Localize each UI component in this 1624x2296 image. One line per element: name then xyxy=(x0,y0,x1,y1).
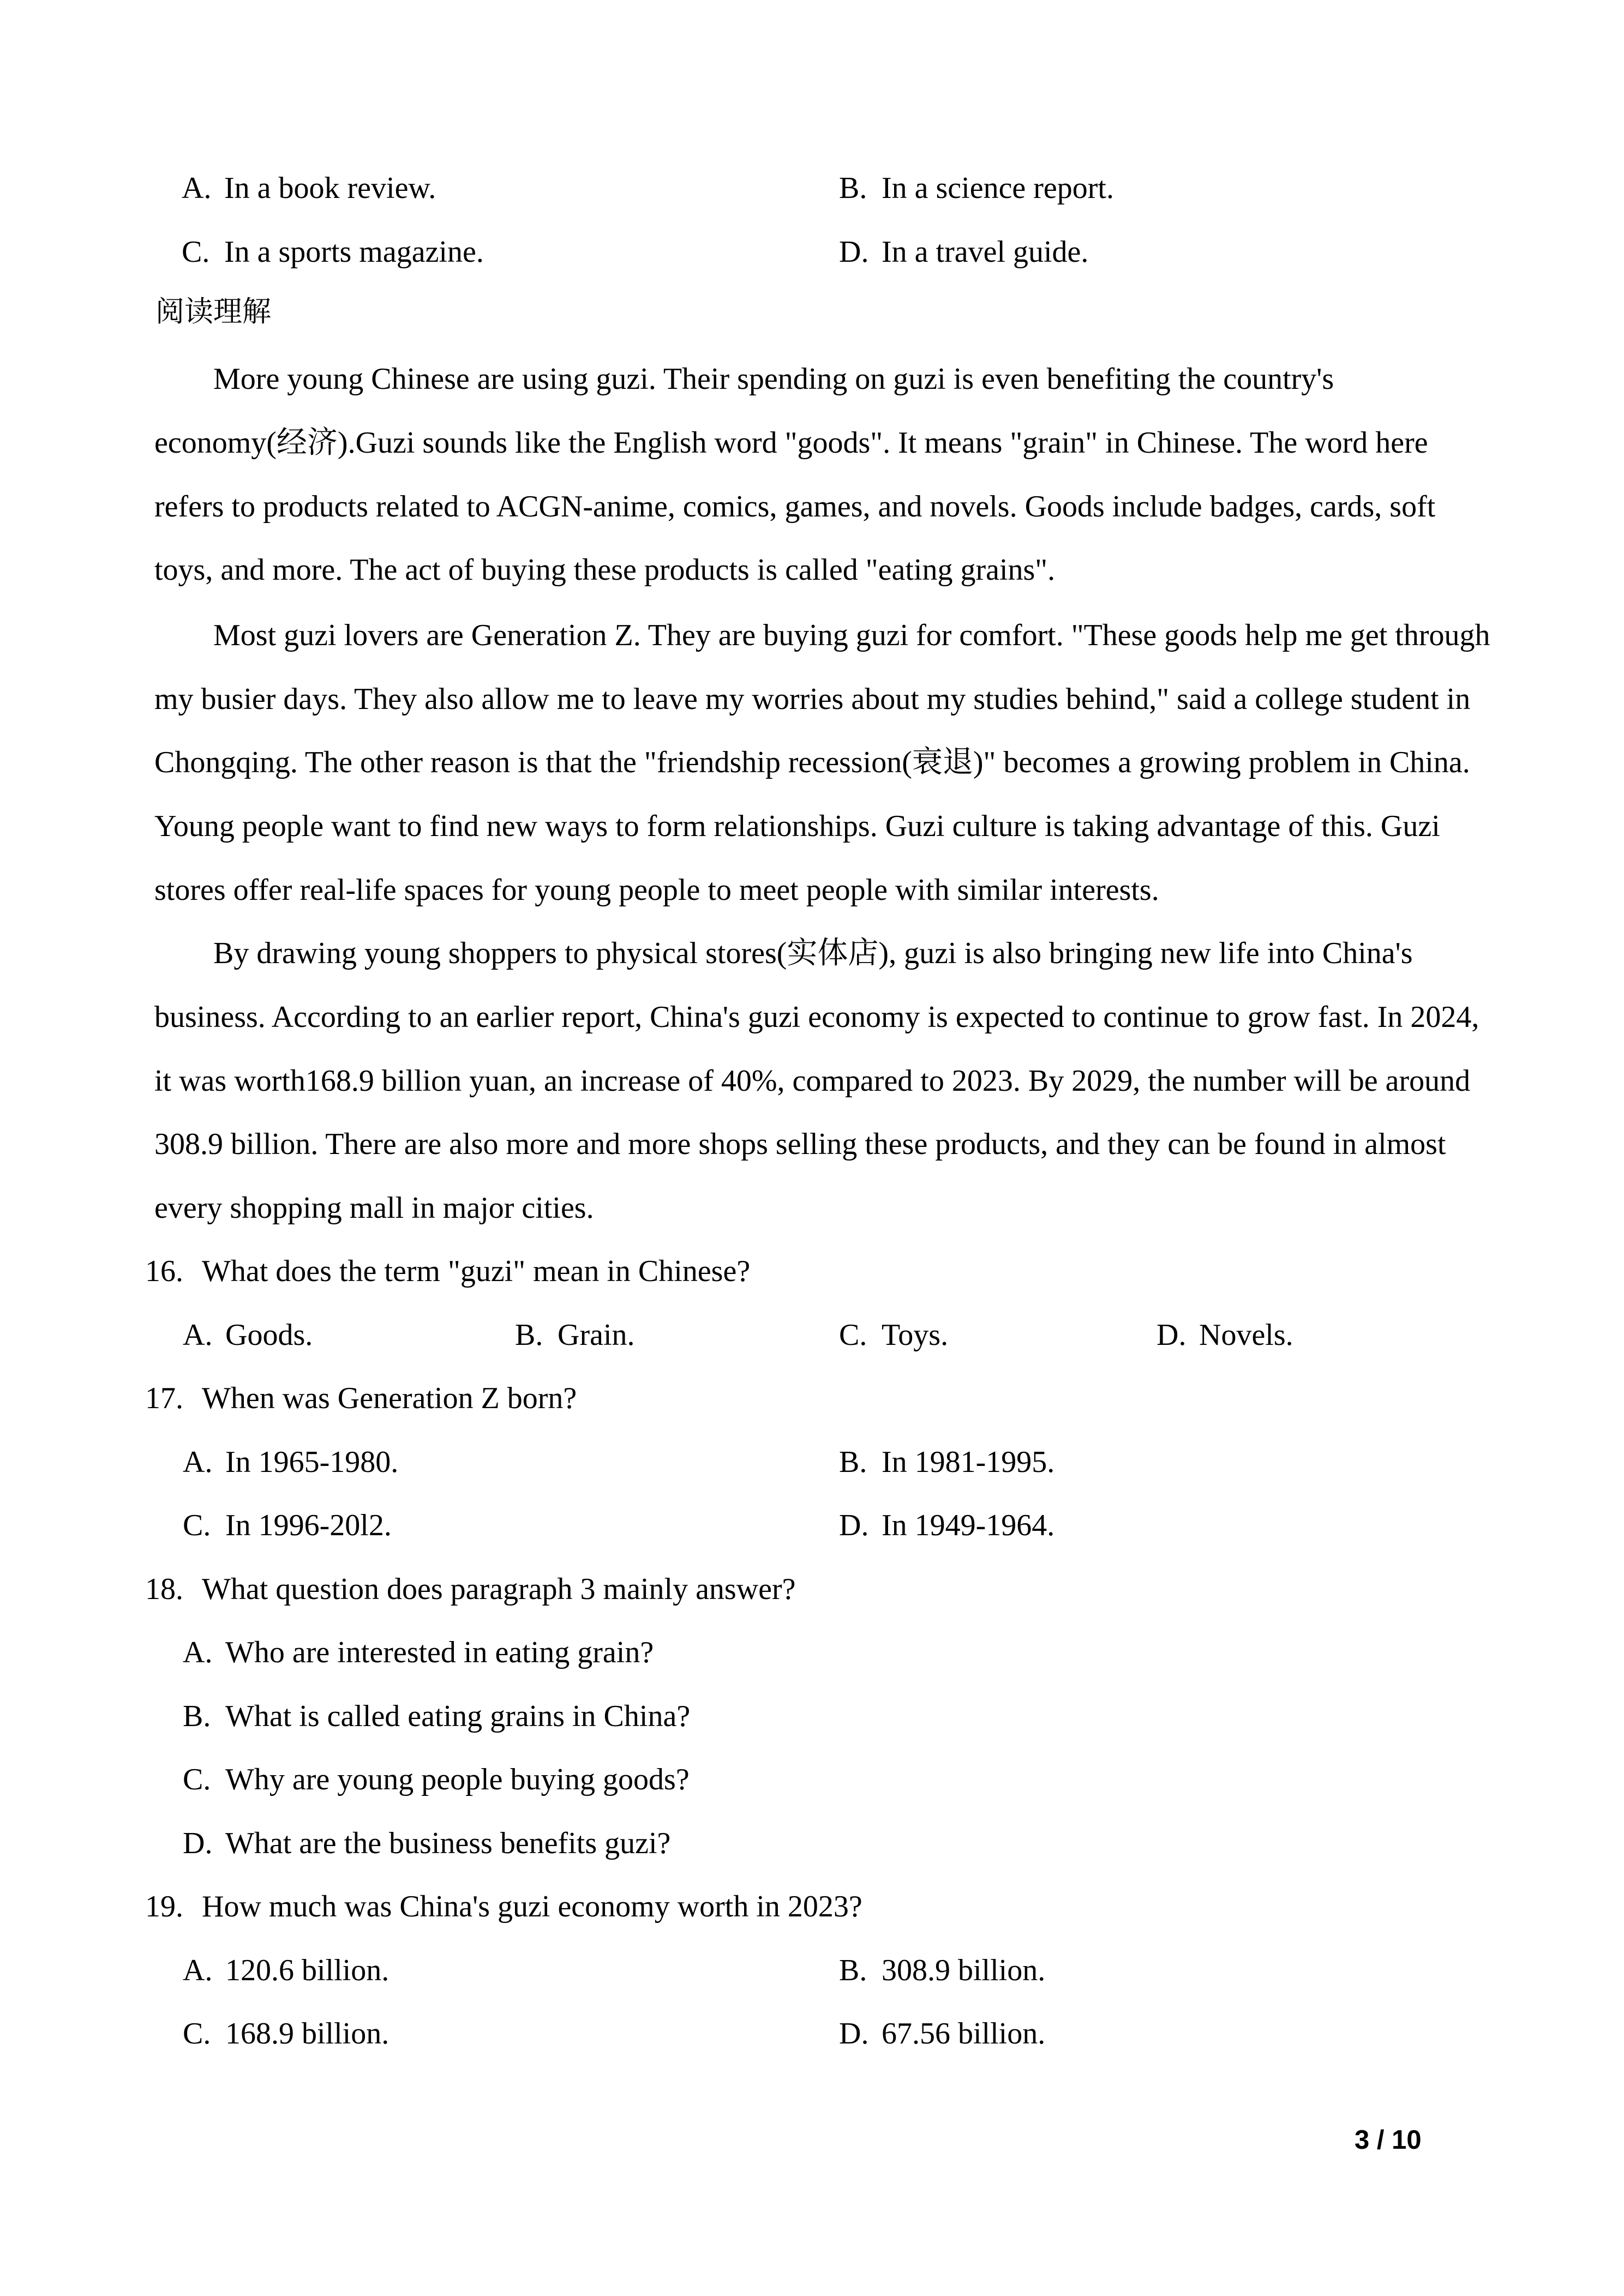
section-heading: 阅读理解 xyxy=(155,296,271,328)
option-text: Toys. xyxy=(882,1318,949,1352)
question-16-number: 16. xyxy=(145,1254,183,1288)
option-text: 168.9 billion. xyxy=(225,2017,389,2051)
passage-p1-line1: More young Chinese are using guzi. Their spending on guzi is even benefiting the country's xyxy=(213,362,1334,396)
question-19 xyxy=(145,1888,862,1926)
prev-option-A-text: In a book review. xyxy=(224,171,436,205)
option-text: In 1996-20l2. xyxy=(225,1508,392,1542)
prev-option-B-text: In a science report. xyxy=(882,171,1114,205)
question-17-option-D xyxy=(839,1506,1054,1544)
option-key: A. xyxy=(183,1445,213,1479)
passage-p2-line4: Young people want to find new ways to form relationships. Guzi culture is taking advantage of this. Guzi xyxy=(154,809,1440,843)
question-17-number: 17. xyxy=(145,1381,183,1415)
question-18 xyxy=(145,1570,796,1608)
option-key: C. xyxy=(183,1508,211,1542)
question-19-option-B xyxy=(839,1951,1045,1990)
question-18-option-A xyxy=(183,1633,654,1672)
option-text: In 1981-1995. xyxy=(882,1445,1055,1479)
prev-option-B-key: B. xyxy=(839,171,867,205)
passage-p1-line2: economy(经济).Guzi sounds like the English word "goods". It means "grain" in Chinese. The word here xyxy=(154,426,1428,460)
option-key: B. xyxy=(183,1699,211,1733)
question-18-option-C xyxy=(183,1760,690,1799)
question-17-text: When was Generation Z born? xyxy=(202,1381,577,1415)
question-16-option-A xyxy=(183,1316,313,1354)
option-text: Why are young people buying goods? xyxy=(225,1763,690,1796)
option-key: D. xyxy=(183,1826,213,1860)
question-16-option-B xyxy=(515,1316,635,1354)
option-text: 308.9 billion. xyxy=(882,1954,1046,1987)
option-key: C. xyxy=(183,1763,211,1796)
option-text: 120.6 billion. xyxy=(225,1954,389,1987)
prev-option-A-key: A. xyxy=(182,171,212,205)
passage-p3-line3: it was worth168.9 billion yuan, an increase of 40%, compared to 2023. By 2029, the number will be around xyxy=(154,1064,1471,1098)
passage-p2-line1: Most guzi lovers are Generation Z. They are buying guzi for comfort. "These goods help me get through xyxy=(213,618,1490,652)
option-key: B. xyxy=(515,1318,543,1352)
option-text: Grain. xyxy=(558,1318,635,1352)
question-17-option-C xyxy=(183,1506,392,1544)
prev-option-D xyxy=(839,233,1088,271)
option-key: D. xyxy=(839,1508,869,1542)
option-text: In 1965-1980. xyxy=(225,1445,399,1479)
question-16-option-D xyxy=(1156,1316,1293,1354)
question-16-option-C xyxy=(839,1316,948,1354)
passage-p3-line4: 308.9 billion. There are also more and more shops selling these products, and they can be found in almost xyxy=(154,1127,1446,1161)
question-19-option-C xyxy=(183,2015,389,2053)
option-text: What is called eating grains in China? xyxy=(225,1699,691,1733)
question-18-option-B xyxy=(183,1697,690,1735)
question-18-option-D xyxy=(183,1824,670,1862)
passage-p1-line4: toys, and more. The act of buying these products is called "eating grains". xyxy=(154,553,1056,587)
question-17 xyxy=(145,1379,577,1417)
question-19-option-D xyxy=(839,2015,1045,2053)
option-text: Goods. xyxy=(225,1318,313,1352)
option-key: B. xyxy=(839,1954,867,1987)
option-key: A. xyxy=(183,1636,213,1669)
prev-option-D-text: In a travel guide. xyxy=(882,235,1089,269)
option-key: D. xyxy=(1156,1318,1186,1352)
question-18-number: 18. xyxy=(145,1572,183,1606)
passage-p2-line5: stores offer real-life spaces for young people to meet people with similar interests. xyxy=(154,873,1159,907)
prev-option-B xyxy=(839,169,1114,207)
question-19-text: How much was China's guzi economy worth in 2023? xyxy=(202,1890,862,1924)
option-key: C. xyxy=(183,2017,211,2051)
option-key: A. xyxy=(183,1954,213,1987)
prev-option-C-text: In a sports magazine. xyxy=(224,235,484,269)
page-number-indicator: 3 / 10 xyxy=(1355,2125,1422,2155)
passage-p3-line1: By drawing young shoppers to physical stores(实体店), guzi is also bringing new life into China's xyxy=(213,936,1413,970)
option-text: In 1949-1964. xyxy=(882,1508,1055,1542)
question-17-option-B xyxy=(839,1443,1054,1481)
prev-option-D-key: D. xyxy=(839,235,869,269)
option-key: B. xyxy=(839,1445,867,1479)
question-17-option-A xyxy=(183,1443,398,1481)
option-key: A. xyxy=(183,1318,213,1352)
option-text: 67.56 billion. xyxy=(882,2017,1046,2051)
question-19-number: 19. xyxy=(145,1890,183,1924)
question-16-text: What does the term "guzi" mean in Chinese? xyxy=(202,1254,751,1288)
question-16 xyxy=(145,1252,750,1290)
option-text: Novels. xyxy=(1199,1318,1293,1352)
option-text: Who are interested in eating grain? xyxy=(225,1636,654,1669)
passage-p3-line5: every shopping mall in major cities. xyxy=(154,1191,594,1225)
option-key: C. xyxy=(839,1318,867,1352)
passage-p2-line3: Chongqing. The other reason is that the "friendship recession(衰退)" becomes a growing problem in China. xyxy=(154,746,1470,779)
option-text: What are the business benefits guzi? xyxy=(225,1826,671,1860)
prev-option-C-key: C. xyxy=(182,235,210,269)
prev-option-C xyxy=(182,233,484,271)
passage-p2-line2: my busier days. They also allow me to leave my worries about my studies behind," said a college student in xyxy=(154,682,1471,716)
passage-p1-line3: refers to products related to ACGN-anime, comics, games, and novels. Goods include badges, cards, soft xyxy=(154,490,1436,524)
passage-p3-line2: business. According to an earlier report, China's guzi economy is expected to continue to grow fast. In 2024, xyxy=(154,1000,1479,1034)
question-19-option-A xyxy=(183,1951,389,1990)
option-key: D. xyxy=(839,2017,869,2051)
question-18-text: What question does paragraph 3 mainly answer? xyxy=(202,1572,796,1606)
prev-option-A xyxy=(182,169,436,207)
